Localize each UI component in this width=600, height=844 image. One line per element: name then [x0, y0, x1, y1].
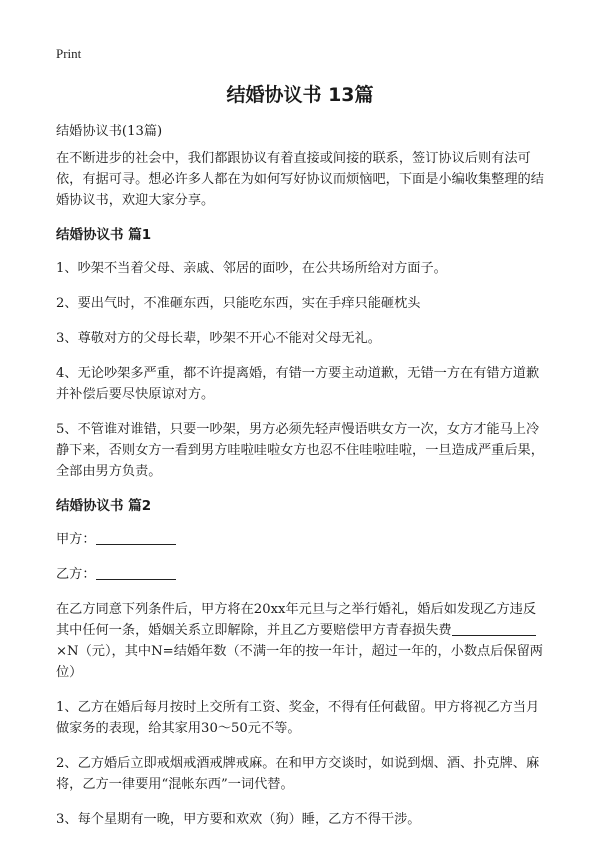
party-a-blank [96, 530, 176, 545]
document-subtitle: 结婚协议书(13篇) [56, 124, 163, 139]
intro-paragraph: 在不断进步的社会中，我们都跟协议有着直接或间接的联系，签订协议后则有法可依，有据可寻。想必许多人都在为如何写好协议而烦恼吧，下面是小编收集整理的结婚协议书，欢迎大家分享。 [56, 151, 544, 208]
party-a-label: 甲方： [56, 532, 96, 547]
compensation-blank [452, 621, 536, 636]
section1-item: 4、无论吵架多严重，都不许提离婚，有错一方要主动道歉，无错一方在有错方道歉并补偿后要尽快原谅对方。 [56, 366, 540, 402]
conditions-text: 在乙方同意下列条件后，甲方将在20xx年元旦与之举行婚礼，婚后如发现乙方违反其中任何一条，婚姻关系立即解除，并且乙方要赔偿甲方青春损失费 [56, 602, 537, 638]
section-heading-1: 结婚协议书 篇1 [56, 227, 152, 243]
conditions-paragraph [56, 599, 548, 683]
party-b-blank [96, 565, 176, 580]
section2-item: 1、乙方在婚后每月按时上交所有工资、奖金，不得有任何截留。甲方将视乙方当月做家务的表现，给其家用30～50元不等。 [56, 700, 540, 736]
print-link[interactable]: Print [56, 46, 82, 61]
section1-item: 2、要出气时，不准砸东西，只能吃东西，实在手痒只能砸枕头 [56, 296, 421, 311]
section2-item: 3、每个星期有一晚，甲方要和欢欢（狗）睡，乙方不得干涉。 [56, 812, 421, 827]
section1-item: 1、吵架不当着父母、亲戚、邻居的面吵，在公共场所给对方面子。 [56, 261, 447, 276]
section2-item: 2、乙方婚后立即戒烟戒酒戒牌戒麻。在和甲方交谈时，如说到烟、酒、扑克牌、麻将，乙方一律要用“混帐东西”一词代替。 [56, 756, 540, 792]
page-title: 结婚协议书 13篇 [226, 84, 374, 106]
section-heading-2: 结婚协议书 篇2 [56, 498, 152, 514]
party-a-line [56, 529, 548, 550]
section1-item: 3、尊敬对方的父母长辈，吵架不开心不能对父母无礼。 [56, 331, 381, 346]
party-b-label: 乙方： [56, 567, 96, 582]
party-b-line [56, 564, 548, 585]
document-body [56, 121, 548, 844]
section1-item: 5、不管谁对谁错，只要一吵架，男方必须先轻声慢语哄女方一次，女方才能马上冷静下来，否则女方一看到男方哇啦哇啦女方也忍不住哇啦哇啦，一旦造成严重后果，全部由男方负责。 [56, 422, 544, 479]
conditions-tail: ×N（元），其中N=结婚年数（不满一年的按一年计，超过一年的，小数点后保留两位） [56, 644, 543, 680]
